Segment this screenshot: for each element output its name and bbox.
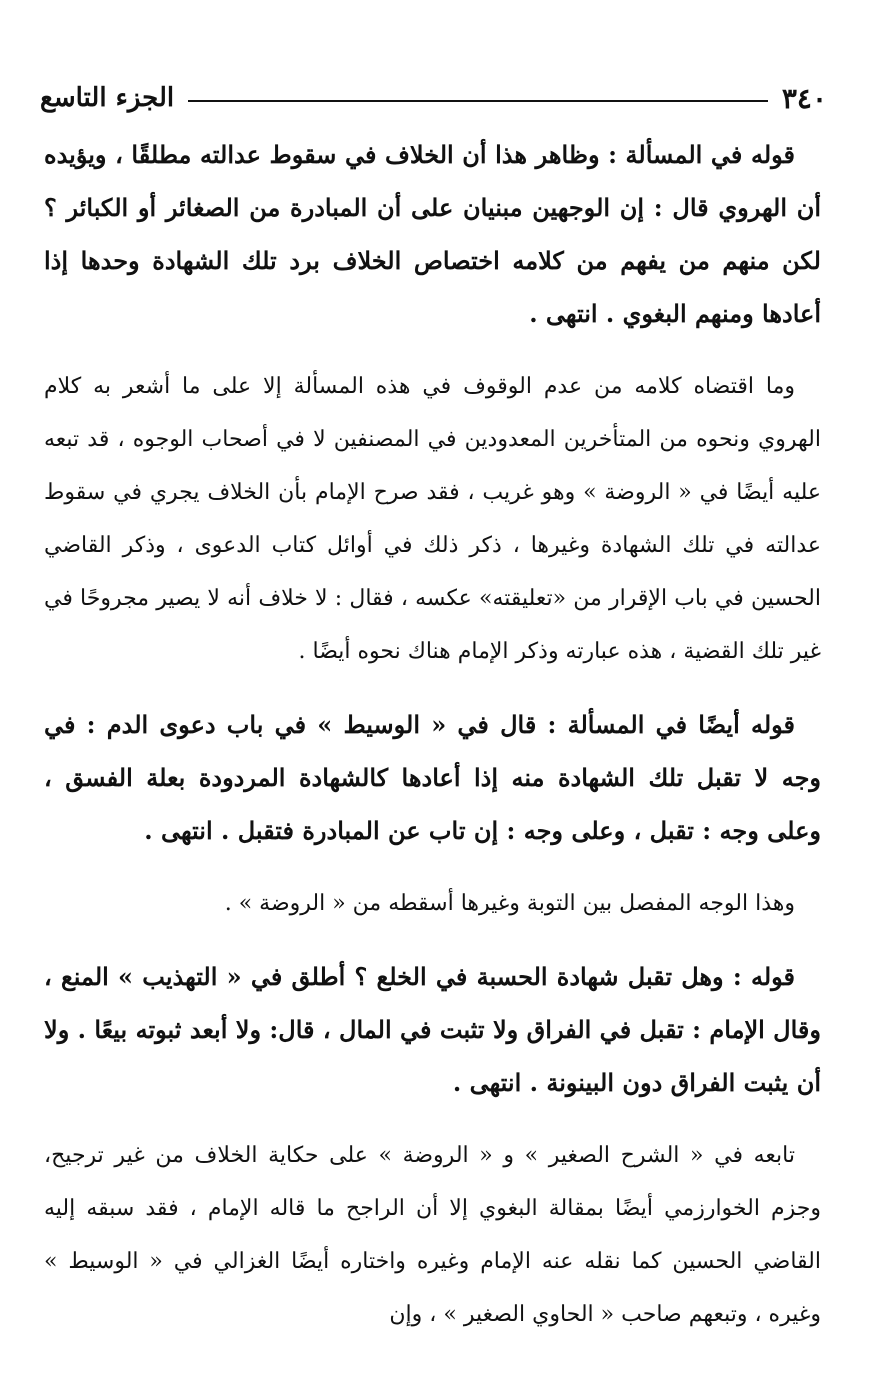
paragraph-gap xyxy=(44,678,821,698)
commentary-paragraph: وهذا الوجه المفصل بين التوبة وغيرها أسقطه من « الروضة » . xyxy=(224,891,795,916)
paragraph-gap xyxy=(44,340,821,360)
section-title: الجزء التاسع xyxy=(40,83,175,113)
paragraph-gap xyxy=(44,930,821,950)
quoted-paragraph: قوله : وهل تقبل شهادة الحسبة في الخلع ؟ أطلق في « التهذيب » المنع ، وقال الإمام : تقبل في الفراق ولا تثبت في المال ، قال: ولا أبعد ثبوته بيعًا . ولا أن يثبت الفراق دون البينونة . انتهى . xyxy=(44,962,821,1097)
page-number: ٣٤٠ xyxy=(781,81,827,115)
paragraph-gap xyxy=(44,1109,821,1129)
page-header xyxy=(40,78,827,118)
quoted-paragraph: قوله أيضًا في المسألة : قال في « الوسيط » في باب دعوى الدم : في وجه لا تقبل تلك الشهادة منه إذا أعادها كالشهادة المردودة بعلة الفسق ، وعلى وجه : تقبل ، وعلى وجه : إن تاب عن المبادرة فتقبل . انتهى . xyxy=(44,710,821,845)
commentary-paragraph: وما اقتضاه كلامه من عدم الوقوف في هذه المسألة إلا على ما أشعر به كلام الهروي ونحوه من المتأخرين المعدودين في المصنفين لا في أصحاب الوجوه ، قد تبعه عليه أيضًا في « الروضة » وهو غريب ، فقد صرح الإمام بأن الخلاف يجري في سقوط عدالته في تلك الشهادة وغيرها ، ذكر ذلك في أوائل كتاب الدعوى ، وذكر القاضي الحسين في باب الإقرار من «تعليقته» عكسه ، فقال : لا خلاف أنه لا يصير مجروحًا في غير تلك القضية ، هذه عبارته وذكر الإمام هناك نحوه أيضًا . xyxy=(44,374,821,664)
commentary-paragraph: تابعه في « الشرح الصغير » و « الروضة » على حكاية الخلاف من غير ترجيح، وجزم الخوارزمي أيضًا بمقالة البغوي إلا أن الراجح ما قاله الإمام ، فقد سبقه إليه القاضي الحسين كما نقله عنه الإمام وغيره واختاره أيضًا الغزالي في « الوسيط » وغيره ، وتبعهم صاحب « الحاوي الصغير » ، وإن xyxy=(44,1143,821,1327)
page-body xyxy=(44,128,821,1341)
quoted-paragraph: قوله في المسألة : وظاهر هذا أن الخلاف في سقوط عدالته مطلقًا ، ويؤيده أن الهروي قال : إن الوجهين مبنيان على أن المبادرة من الصغائر أو الكبائر ؟ لكن منهم من يفهم من كلامه اختصاص الخلاف برد تلك الشهادة وحدها إذا أعادها ومنهم البغوي . انتهى . xyxy=(44,140,821,328)
header-rule xyxy=(188,100,768,102)
paragraph-gap xyxy=(44,857,821,877)
